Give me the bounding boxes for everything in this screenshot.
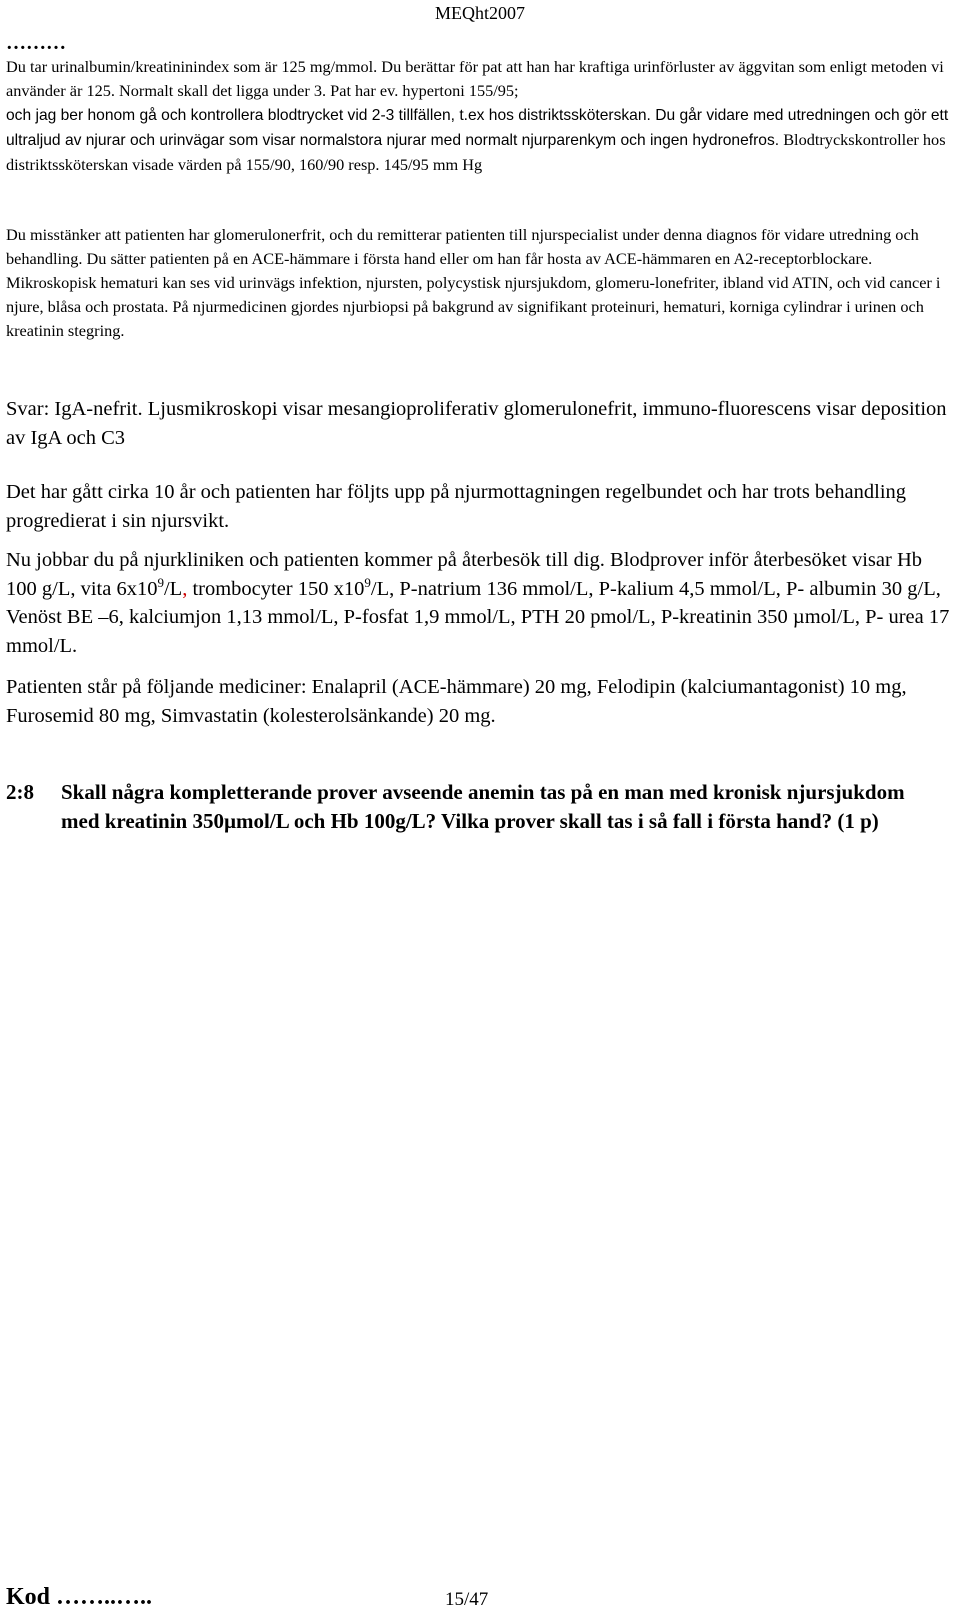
followup-paragraph-3 [6,673,956,730]
answer-label: Svar [6,398,44,420]
answer-colon: : [43,398,55,420]
followup-text-2d: /L, P-natrium 136 mmol/L, P-kalium 4,5 mmol/L, P- albumin 30 g/L, Venöst BE –6, kalciumjon 1,13 mmol/L, P-fosfat 1,9 mmol/L, PTH 20 pmol/L, P-kreatinin 350 µmol/L, P- urea 17 mmol/L. [6,577,950,657]
case-text-1b: och jag ber honom gå och kontrollera blodtrycket vid 2-3 tillfällen, t.ex hos distriktssköterskan. Du går vidare med utredningen och gör ett ultraljud av njurar och urinvägar som visar normalstora njurar med normalt njurparenkym och ingen hydronefros. [6,107,949,149]
followup-paragraph-2 [6,546,956,660]
question-block [6,778,946,835]
answer-block [6,395,956,452]
case-paragraph-2 [6,223,956,343]
footer-kod: Kod ……..….. [6,1584,153,1610]
ellipsis-marker: ……… [6,32,66,54]
followup-text-2c: trombocyter 150 x10 [187,577,365,600]
red-comma: , [182,577,188,600]
followup-text-1: Det har gått cirka 10 år och patienten har följts upp på njurmottagningen regelbundet och har trots behandling progredierat i sin njursvikt. [6,481,907,532]
case-text-2b: På njurmedicinen gjordes njurbiopsi på bakgrund av signifikant proteinuri, hematuri, korniga cylindrar i urinen och kreatinin stegring. [6,297,924,340]
superscript-9-b: 9 [364,574,371,590]
page-number: 15/47 [445,1589,489,1610]
followup-text-2b: /L [163,577,183,600]
case-paragraph-1 [6,55,956,177]
superscript-9-a: 9 [157,574,164,590]
followup-text-2a: Nu jobbar du på njurkliniken och patienten kommer på återbesök till dig. Blodprover inför återbesöket visar Hb 100 g/L, vita 6x10 [6,549,922,600]
followup-paragraph-1 [6,478,956,535]
question-text: Skall några kompletterande prover avseende anemin tas på en man med kronisk njursjukdom med kreatinin 350µmol/L och Hb 100g/L? Vilka prover skall tas i så fall i första hand? (1 p) [61,780,905,833]
case-text-2a: Du misstänker att patienten har glomerulonerfrit, och du remitterar patienten till njurspecialist under denna diagnos för vidare utredning och behandling. Du sätter patienten på en ACE-hämmare i första hand eller om han får hosta av ACE-hämmaren en A2-receptorblockare. Mikroskopisk hematuri kan ses vid urinvägs infektion, njursten, polycystisk njursjukdom, glomeru-lonefriter, ibland vid ATIN, och vid cancer i njure, blåsa och prostata. [6,225,941,316]
followup-text-3: Patienten står på följande mediciner: Enalapril (ACE-hämmare) 20 mg, Felodipin (kalciumantagonist) 10 mg, Furosemid 80 mg, Simvastatin (kolesterolsänkande) 20 mg. [6,676,907,727]
case-text-1c: Blodtryckskontroller hos distriktssköterskan visade värden på 155/90, 160/90 resp. 145/95 mm Hg [6,130,946,174]
question-number: 2:8 [6,780,34,804]
answer-details: Ljusmikroskopi visar mesangioproliferativ glomerulonefrit, immuno-fluorescens visar deposition av IgA och C3 [6,398,947,449]
page-header: MEQht2007 [435,3,525,23]
case-text-1a: Du tar urinalbumin/kreatininindex som är 125 mg/mmol. Du berättar för pat att han har kraftiga urinförluster av äggvitan som enligt metoden vi använder är 125. Normalt skall det ligga under 3. Pat har ev. hypertoni 155/95; [6,57,944,100]
answer-diagnosis: IgA-nefrit. [54,398,143,420]
